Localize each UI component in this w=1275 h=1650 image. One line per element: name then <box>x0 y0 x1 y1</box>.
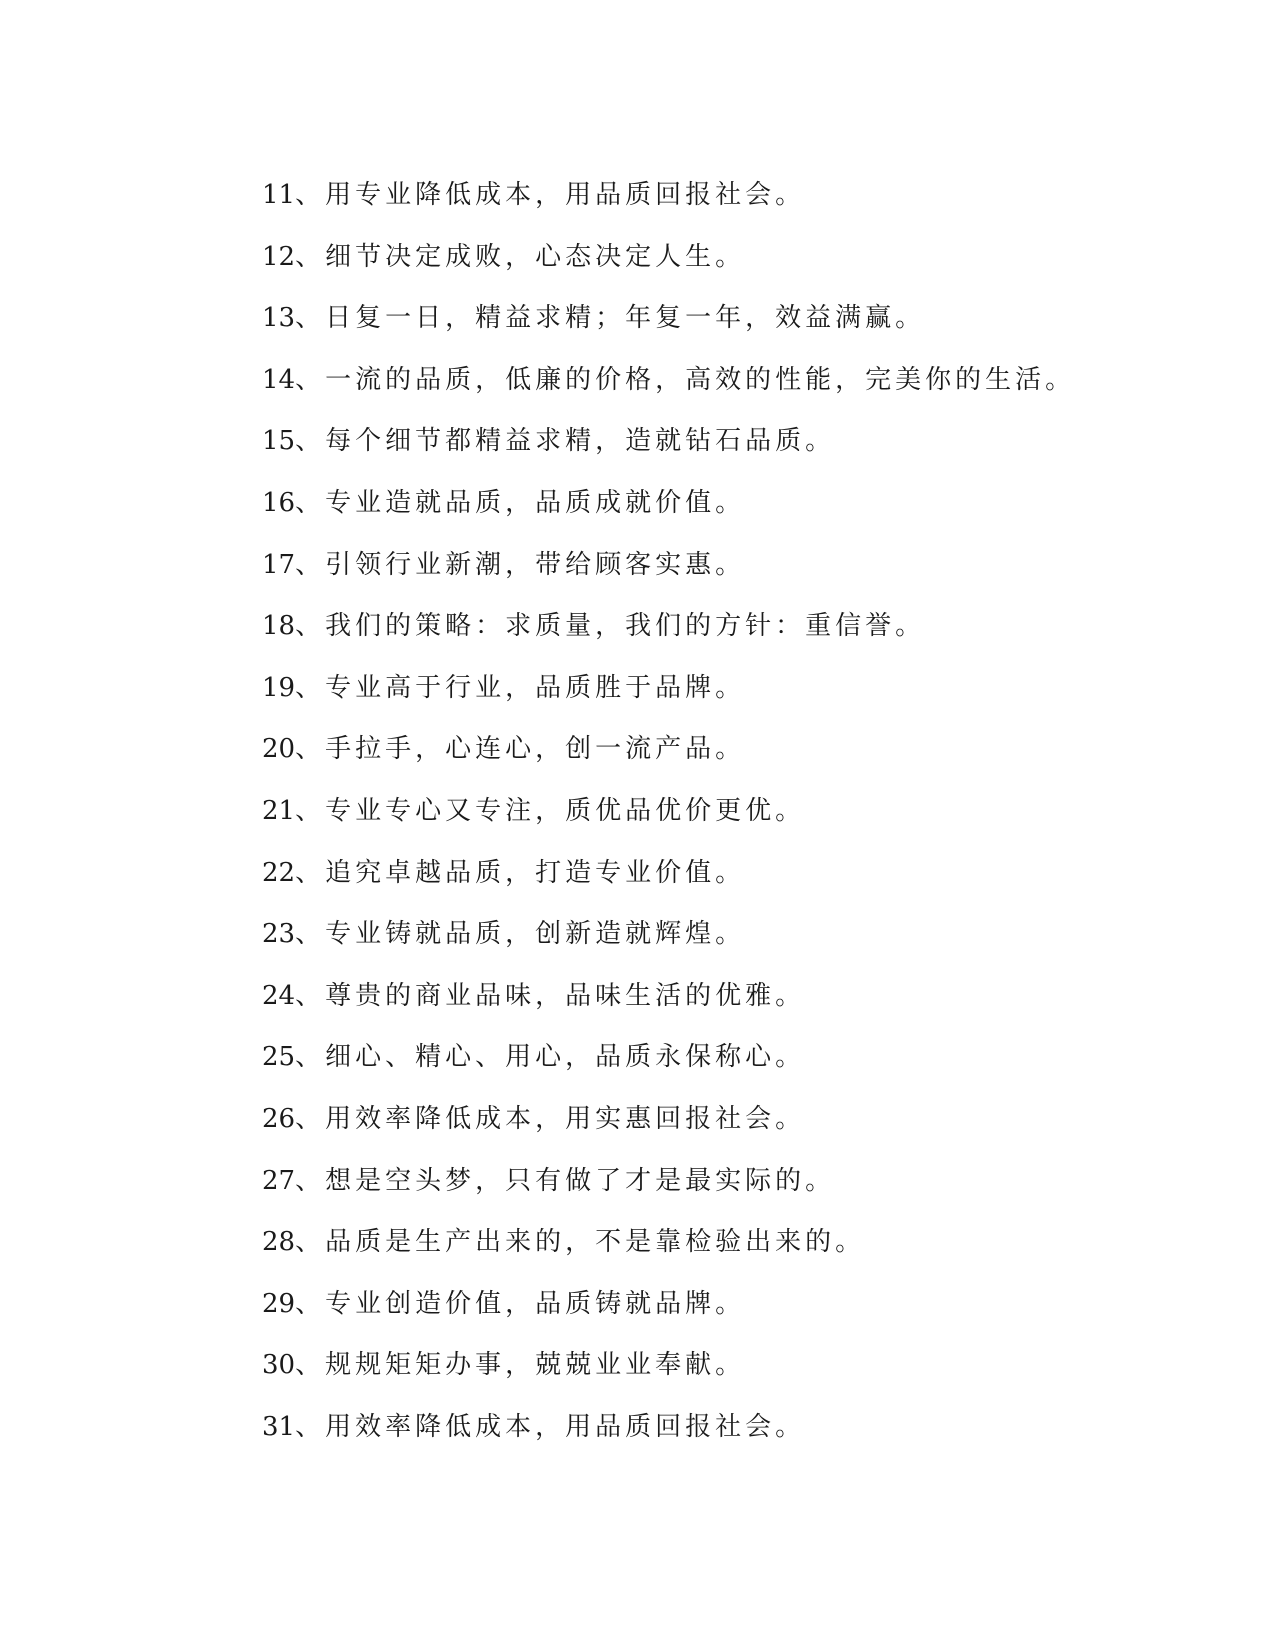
item-number: 26 <box>262 1103 296 1134</box>
item-text: 、追究卓越品质，打造专业价值。 <box>295 857 746 888</box>
item-text: 、我们的策略：求质量，我们的方针：重信誉。 <box>295 611 926 642</box>
item-text: 、每个细节都精益求精，造就钻石品质。 <box>295 426 836 457</box>
item-text: 、规规矩矩办事，兢兢业业奉献。 <box>295 1350 746 1381</box>
item-number: 13 <box>262 303 296 334</box>
item-number: 12 <box>262 241 296 272</box>
item-number: 24 <box>262 980 296 1011</box>
list-item <box>262 658 1162 720</box>
list-item <box>262 473 1162 535</box>
item-text: 、专业专心又专注，质优品优价更优。 <box>295 795 806 826</box>
item-text: 、品质是生产出来的，不是靠检验出来的。 <box>295 1227 866 1258</box>
list-item <box>262 781 1162 843</box>
item-text: 、专业铸就品质，创新造就辉煌。 <box>295 919 746 950</box>
list-item <box>262 596 1162 658</box>
item-number: 14 <box>262 364 296 395</box>
item-number: 23 <box>262 919 296 950</box>
list-item <box>262 904 1162 966</box>
item-number: 28 <box>262 1227 296 1258</box>
item-text: 、专业创造价值，品质铸就品牌。 <box>295 1288 746 1319</box>
list-item <box>262 1151 1162 1213</box>
list-item <box>262 350 1162 412</box>
list-item <box>262 165 1162 227</box>
list-item <box>262 1089 1162 1151</box>
list-item <box>262 1212 1162 1274</box>
item-number: 27 <box>262 1165 296 1196</box>
list-item <box>262 411 1162 473</box>
item-text: 、细节决定成败，心态决定人生。 <box>295 241 746 272</box>
item-number: 21 <box>262 795 296 826</box>
item-text: 、引领行业新潮，带给顾客实惠。 <box>295 549 746 580</box>
item-text: 、专业高于行业，品质胜于品牌。 <box>295 672 746 703</box>
item-text: 、想是空头梦，只有做了才是最实际的。 <box>295 1165 836 1196</box>
list-item <box>262 288 1162 350</box>
item-number: 16 <box>262 487 296 518</box>
list-item <box>262 535 1162 597</box>
item-text: 、尊贵的商业品味，品味生活的优雅。 <box>295 980 806 1011</box>
item-number: 22 <box>262 857 296 888</box>
item-text: 、专业造就品质，品质成就价值。 <box>295 487 746 518</box>
item-number: 19 <box>262 672 296 703</box>
item-number: 20 <box>262 734 296 765</box>
item-number: 11 <box>262 180 296 210</box>
list-item <box>262 966 1162 1028</box>
item-number: 18 <box>262 611 296 642</box>
list-item <box>262 1335 1162 1397</box>
list-item <box>262 719 1162 781</box>
item-text: 、用专业降低成本，用品质回报社会。 <box>295 180 806 210</box>
item-number: 31 <box>262 1411 296 1442</box>
item-text: 、一流的品质，低廉的价格，高效的性能，完美你的生活。 <box>295 364 1076 395</box>
item-text: 、用效率降低成本，用品质回报社会。 <box>295 1411 806 1442</box>
list-item <box>262 227 1162 289</box>
item-text: 、用效率降低成本，用实惠回报社会。 <box>295 1103 806 1134</box>
item-text: 、细心、精心、用心，品质永保称心。 <box>295 1042 806 1073</box>
item-number: 17 <box>262 549 296 580</box>
list-item <box>262 1397 1162 1459</box>
item-text: 、日复一日，精益求精；年复一年，效益满赢。 <box>295 303 926 334</box>
item-number: 25 <box>262 1042 296 1073</box>
slogan-list <box>262 165 1162 1458</box>
item-number: 30 <box>262 1350 296 1381</box>
list-item <box>262 1027 1162 1089</box>
item-number: 29 <box>262 1288 296 1319</box>
list-item <box>262 843 1162 905</box>
item-number: 15 <box>262 426 296 457</box>
list-item <box>262 1274 1162 1336</box>
item-text: 、手拉手，心连心，创一流产品。 <box>295 734 746 765</box>
